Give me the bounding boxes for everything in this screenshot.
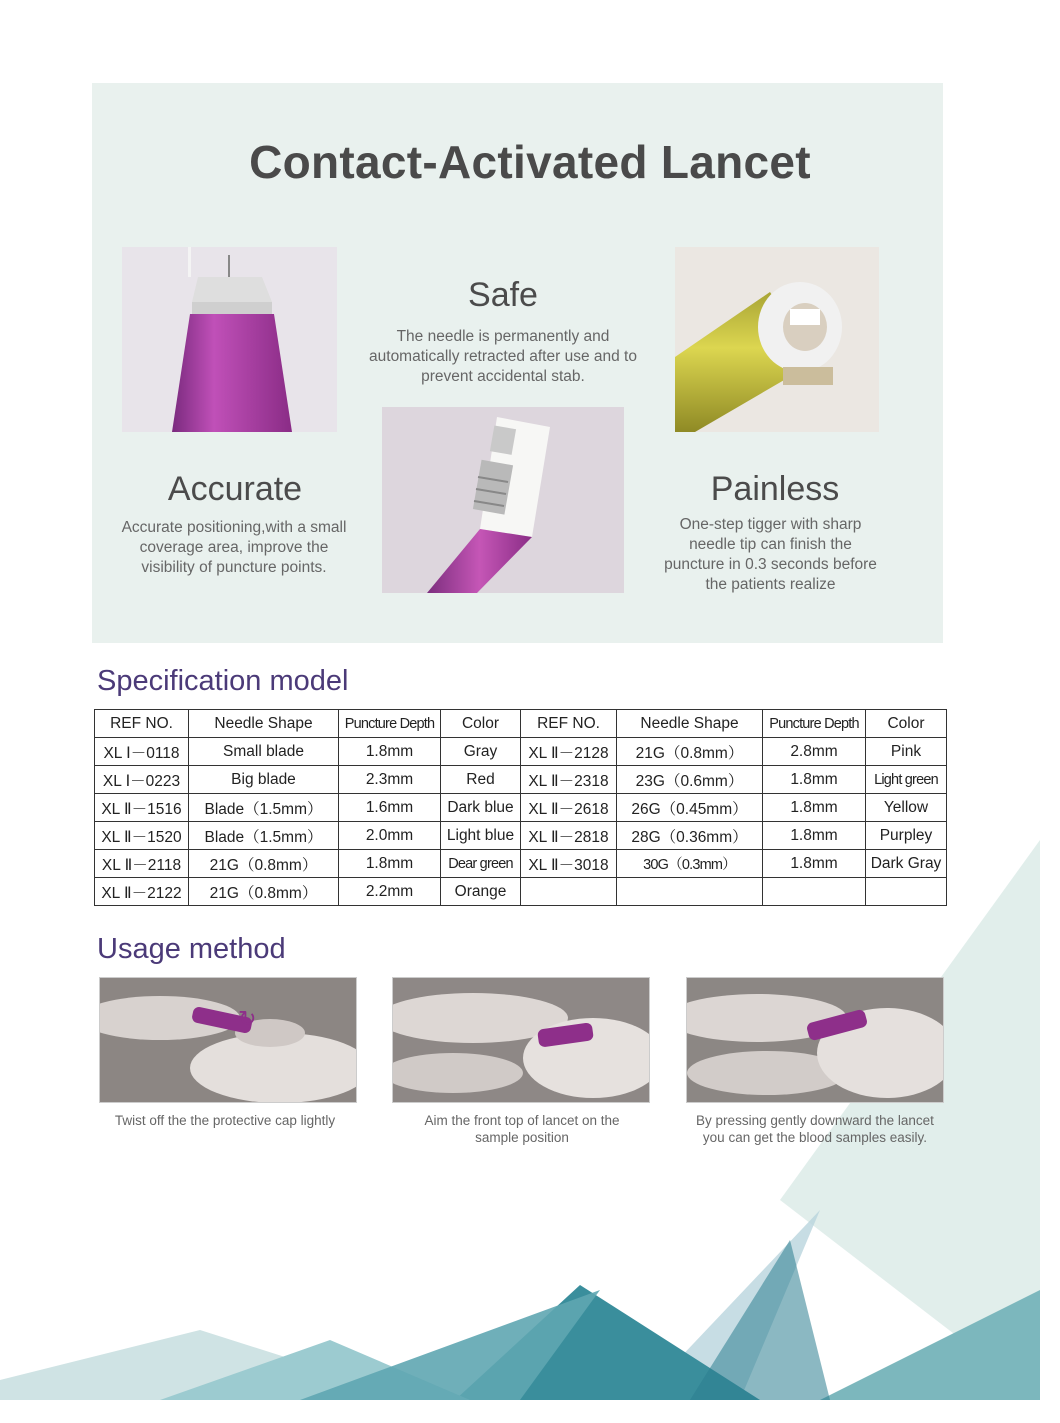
lancet-needle-photo bbox=[122, 247, 337, 432]
table-cell: Dark Gray bbox=[866, 850, 947, 878]
table-cell: 1.6mm bbox=[339, 794, 441, 822]
table-cell: XL Ⅱ－1516 bbox=[95, 794, 189, 822]
table-cell: 2.2mm bbox=[339, 878, 441, 906]
table-row bbox=[95, 822, 947, 850]
table-header-row bbox=[95, 710, 947, 738]
table-row bbox=[95, 850, 947, 878]
accurate-title: Accurate bbox=[167, 470, 303, 508]
table-cell: XL Ⅰ－0118 bbox=[95, 738, 189, 766]
table-cell: 1.8mm bbox=[763, 850, 866, 878]
table-cell: XL Ⅱ－2318 bbox=[521, 766, 617, 794]
table-cell: Dark blue bbox=[441, 794, 521, 822]
usage-step-2-caption: Aim the front top of lancet on the sample position bbox=[424, 1113, 620, 1145]
table-cell: Yellow bbox=[866, 794, 947, 822]
header-puncture-depth: Puncture Depth bbox=[339, 710, 441, 738]
spec-table bbox=[94, 709, 947, 906]
table-cell: Dear green bbox=[441, 850, 521, 878]
usage-step-1-caption: Twist off the the protective cap lightly bbox=[114, 1113, 336, 1128]
table-cell bbox=[521, 878, 617, 906]
table-cell: Pink bbox=[866, 738, 947, 766]
table-cell bbox=[617, 878, 763, 906]
table-cell: Light green bbox=[866, 766, 947, 794]
usage-step-2-photo bbox=[392, 977, 650, 1103]
table-cell: 26G（0.45mm） bbox=[617, 794, 763, 822]
table-cell: Purpley bbox=[866, 822, 947, 850]
header-ref-no-2: REF NO. bbox=[521, 710, 617, 738]
table-cell: 21G（0.8mm） bbox=[189, 850, 339, 878]
lancet-cap-photo bbox=[382, 407, 624, 593]
table-cell: Blade（1.5mm） bbox=[189, 822, 339, 850]
painless-title: Painless bbox=[710, 470, 840, 508]
table-cell: 1.8mm bbox=[763, 766, 866, 794]
usage-step-3-photo bbox=[686, 977, 944, 1103]
table-cell: XL Ⅱ－2118 bbox=[95, 850, 189, 878]
table-cell: 28G（0.36mm） bbox=[617, 822, 763, 850]
accurate-text: Accurate positioning,with a small coverage area, improve the visibility of puncture points. bbox=[121, 519, 347, 576]
table-cell: 1.8mm bbox=[763, 794, 866, 822]
table-cell: 2.8mm bbox=[763, 738, 866, 766]
usage-section-title: Usage method bbox=[97, 933, 286, 965]
table-cell: XL Ⅰ－0223 bbox=[95, 766, 189, 794]
table-cell: 1.8mm bbox=[339, 850, 441, 878]
table-cell: 1.8mm bbox=[763, 822, 866, 850]
table-cell: 1.8mm bbox=[339, 738, 441, 766]
painless-text: One-step tigger with sharp needle tip can finish the puncture in 0.3 seconds before the patients realize bbox=[664, 516, 877, 593]
header-needle-shape-2: Needle Shape bbox=[617, 710, 763, 738]
usage-step-3-caption: By pressing gently downward the lancet you can get the blood samples easily. bbox=[696, 1113, 934, 1145]
table-cell: Small blade bbox=[189, 738, 339, 766]
table-cell: Big blade bbox=[189, 766, 339, 794]
spec-section-title: Specification model bbox=[97, 665, 349, 697]
table-row bbox=[95, 878, 947, 906]
table-row bbox=[95, 766, 947, 794]
safe-text: The needle is permanently and automatically retracted after use and to prevent accidental stab. bbox=[369, 328, 637, 385]
table-cell: 2.0mm bbox=[339, 822, 441, 850]
table-cell: XL Ⅱ－1520 bbox=[95, 822, 189, 850]
table-cell bbox=[763, 878, 866, 906]
page-title: Contact-Activated Lancet bbox=[249, 136, 811, 188]
table-cell: 30G（0.3mm） bbox=[617, 850, 763, 878]
safe-title: Safe bbox=[468, 276, 538, 314]
table-row bbox=[95, 738, 947, 766]
table-cell: Gray bbox=[441, 738, 521, 766]
table-cell: Orange bbox=[441, 878, 521, 906]
table-cell: 21G（0.8mm） bbox=[617, 738, 763, 766]
table-cell: Red bbox=[441, 766, 521, 794]
table-cell: 2.3mm bbox=[339, 766, 441, 794]
table-row bbox=[95, 794, 947, 822]
header-needle-shape: Needle Shape bbox=[189, 710, 339, 738]
table-cell: Blade（1.5mm） bbox=[189, 794, 339, 822]
header-color: Color bbox=[441, 710, 521, 738]
table-cell bbox=[866, 878, 947, 906]
table-cell: XL Ⅱ－2818 bbox=[521, 822, 617, 850]
svg-text:↻: ↻ bbox=[238, 1007, 257, 1032]
usage-step-1-photo bbox=[99, 977, 357, 1103]
header-ref-no: REF NO. bbox=[95, 710, 189, 738]
table-cell: XL Ⅱ－2618 bbox=[521, 794, 617, 822]
header-puncture-depth-2: Puncture Depth bbox=[763, 710, 866, 738]
table-cell: 23G（0.6mm） bbox=[617, 766, 763, 794]
table-cell: 21G（0.8mm） bbox=[189, 878, 339, 906]
table-cell: Light blue bbox=[441, 822, 521, 850]
header-color-2: Color bbox=[866, 710, 947, 738]
table-cell: XL Ⅱ－3018 bbox=[521, 850, 617, 878]
lancet-yellow-photo bbox=[675, 247, 879, 432]
table-cell: XL Ⅱ－2128 bbox=[521, 738, 617, 766]
table-cell: XL Ⅱ－2122 bbox=[95, 878, 189, 906]
